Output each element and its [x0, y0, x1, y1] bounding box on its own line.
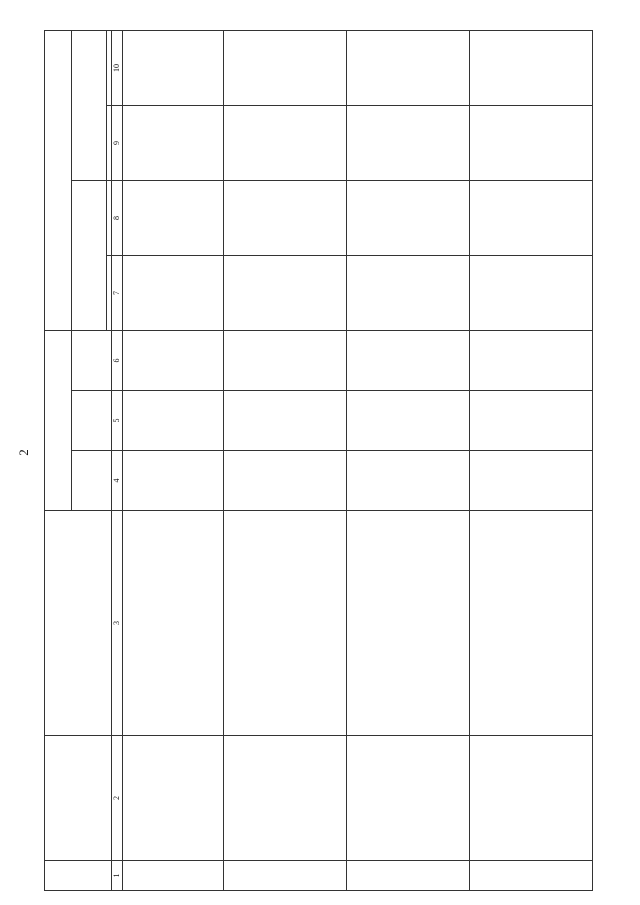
planned-work	[470, 511, 593, 736]
page-number: 2	[16, 449, 31, 456]
design-start	[224, 255, 347, 330]
table-cell	[123, 391, 224, 451]
table-row	[224, 30, 347, 890]
cost-total	[347, 451, 470, 511]
row-number	[347, 861, 470, 891]
cost-design	[470, 391, 593, 451]
cost-construction	[470, 330, 593, 390]
header-construction-phase	[72, 30, 107, 180]
header-design-phase	[72, 180, 107, 330]
header-cost-design	[72, 391, 112, 451]
cost-construction	[224, 330, 347, 390]
object-name	[224, 736, 347, 861]
column-number: 5	[112, 391, 123, 451]
design-start	[470, 255, 593, 330]
cost-total	[224, 451, 347, 511]
header-object-name	[45, 736, 112, 861]
object-name	[347, 736, 470, 861]
header-cost-total	[72, 451, 112, 511]
table-row	[123, 30, 224, 890]
construction-start	[347, 105, 470, 180]
column-number: 8	[112, 180, 123, 255]
row-number	[470, 861, 593, 891]
construction-start	[470, 105, 593, 180]
column-number: 2	[112, 736, 123, 861]
column-number: 4	[112, 451, 123, 511]
appendix-caption	[22, 28, 34, 38]
construction-schedule-table	[44, 30, 593, 891]
construction-end	[224, 30, 347, 105]
table-row	[347, 30, 470, 890]
column-number: 6	[112, 330, 123, 390]
table-cell	[123, 255, 224, 330]
header-cost-group	[45, 330, 72, 510]
column-number: 9	[112, 105, 123, 180]
table-cell	[123, 30, 224, 105]
header-row-number	[45, 861, 112, 891]
table-cell	[123, 861, 224, 891]
planned-work	[347, 511, 470, 736]
column-number: 1	[112, 861, 123, 891]
design-end	[347, 180, 470, 255]
table-cell	[123, 105, 224, 180]
header-cost-construction	[72, 330, 112, 390]
construction-end	[470, 30, 593, 105]
cost-construction	[347, 330, 470, 390]
column-number: 10	[112, 30, 123, 105]
table-cell	[123, 736, 224, 861]
cost-total	[470, 451, 593, 511]
column-number: 7	[112, 255, 123, 330]
planned-work	[224, 511, 347, 736]
continued-work-text	[123, 511, 224, 736]
design-end	[470, 180, 593, 255]
header-schedule-group	[45, 30, 72, 330]
table-cell	[123, 330, 224, 390]
construction-start	[224, 105, 347, 180]
design-start	[347, 255, 470, 330]
construction-end	[347, 30, 470, 105]
object-name	[470, 736, 593, 861]
header-planned-work	[45, 511, 112, 736]
cost-design	[224, 391, 347, 451]
column-number: 3	[112, 511, 123, 736]
table-cell	[123, 451, 224, 511]
table-cell	[123, 180, 224, 255]
cost-design	[347, 391, 470, 451]
table-row	[470, 30, 593, 890]
design-end	[224, 180, 347, 255]
row-number	[224, 861, 347, 891]
